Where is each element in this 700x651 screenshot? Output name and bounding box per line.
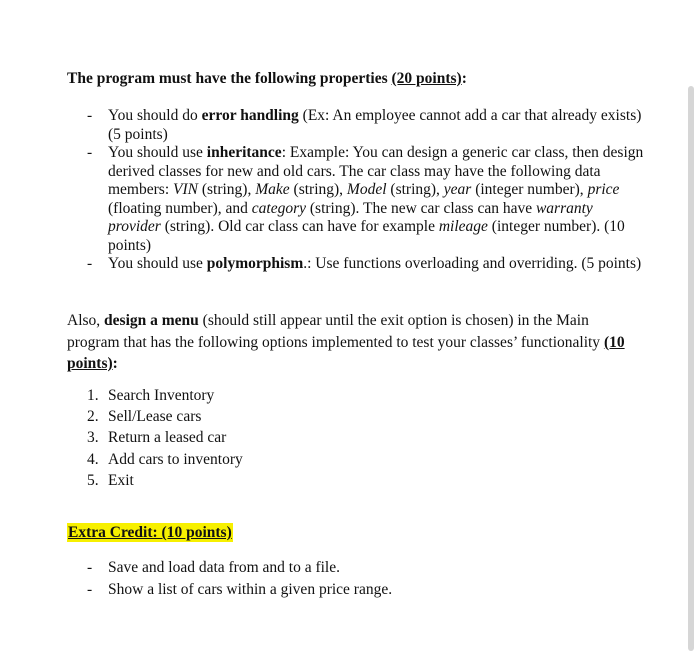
text: (string), bbox=[289, 181, 347, 198]
text: Also, bbox=[67, 312, 105, 329]
menu-points: (10 points) bbox=[67, 333, 625, 372]
dash-bullet: - bbox=[87, 144, 93, 161]
extra-credit-list bbox=[87, 557, 647, 600]
text: You should do bbox=[108, 107, 202, 124]
menu-options-list bbox=[87, 385, 243, 491]
property-polymorphism bbox=[87, 255, 647, 274]
text: Save and load data from and to a file. bbox=[108, 559, 340, 576]
bold-term: polymorphism bbox=[206, 255, 304, 272]
dash-bullet: - bbox=[87, 580, 93, 598]
menu-paragraph bbox=[67, 310, 637, 375]
text: (string). The new car class can have bbox=[306, 199, 536, 217]
text: (integer number). (10 points) bbox=[108, 218, 625, 254]
option-label: Sell/Lease cars bbox=[108, 408, 202, 426]
text: (Ex: An employee cannot add a car that already exists) (5 points) bbox=[108, 107, 642, 143]
menu-option-add bbox=[87, 449, 243, 470]
italic-term: VIN bbox=[173, 181, 198, 198]
heading-points: (20 points) bbox=[391, 70, 462, 87]
bold-term: error handling bbox=[201, 107, 299, 124]
property-inheritance bbox=[87, 144, 647, 255]
text: (string), bbox=[386, 181, 444, 198]
option-number: 2. bbox=[87, 408, 99, 426]
option-label: Exit bbox=[108, 471, 134, 489]
menu-option-return bbox=[87, 427, 243, 448]
text: (integer number), bbox=[471, 181, 588, 198]
italic-term: mileage bbox=[438, 218, 488, 235]
text: (string). Old car class can have for example bbox=[160, 218, 439, 235]
option-label: Search Inventory bbox=[108, 387, 215, 404]
dash-bullet: - bbox=[87, 559, 93, 576]
option-label: Return a leased car bbox=[108, 429, 227, 447]
extra-item-price-range bbox=[87, 579, 647, 601]
italic-term: Model bbox=[346, 181, 387, 198]
text: You should use bbox=[108, 144, 207, 161]
menu-option-sell bbox=[87, 406, 243, 427]
text: (floating number), and bbox=[108, 199, 252, 217]
option-number: 1. bbox=[87, 387, 99, 404]
properties-list bbox=[87, 107, 647, 274]
property-error-handling bbox=[87, 107, 647, 144]
italic-term: year bbox=[443, 181, 472, 198]
vertical-scrollbar[interactable] bbox=[688, 86, 694, 651]
extra-credit-heading: Extra Credit: (10 points) bbox=[68, 524, 232, 541]
text: You should use bbox=[108, 255, 207, 272]
text: : Example: You can design a generic car class, then design derived classes for new and old cars. The car class may have the following data members: bbox=[108, 144, 644, 198]
option-number: 5. bbox=[87, 471, 99, 489]
bold-term: inheritance bbox=[206, 144, 282, 161]
text: .: Use functions overloading and overriding. (5 points) bbox=[303, 255, 642, 272]
menu-option-search bbox=[87, 385, 243, 406]
text: (should still appear until the exit option is chosen) in the Main program that has the following options implemented to test your classes’ functionality bbox=[67, 312, 604, 351]
extra-item-save-load bbox=[87, 557, 647, 579]
option-number: 4. bbox=[87, 450, 99, 468]
heading-text: The program must have the following properties bbox=[67, 70, 392, 87]
italic-term: warranty provider bbox=[108, 199, 593, 235]
option-number: 3. bbox=[87, 429, 99, 447]
bold-term: design a menu bbox=[104, 312, 199, 329]
text: (string), bbox=[197, 181, 256, 198]
text: Show a list of cars within a given price range. bbox=[108, 580, 393, 598]
menu-option-exit bbox=[87, 470, 243, 491]
italic-term: price bbox=[587, 181, 620, 198]
requirements-heading bbox=[67, 69, 467, 88]
heading-colon: : bbox=[461, 70, 467, 87]
option-label: Add cars to inventory bbox=[108, 450, 243, 468]
italic-term: category bbox=[251, 199, 306, 217]
dash-bullet: - bbox=[87, 255, 93, 272]
menu-colon: : bbox=[112, 355, 118, 372]
dash-bullet: - bbox=[87, 107, 93, 124]
italic-term: Make bbox=[255, 181, 290, 198]
